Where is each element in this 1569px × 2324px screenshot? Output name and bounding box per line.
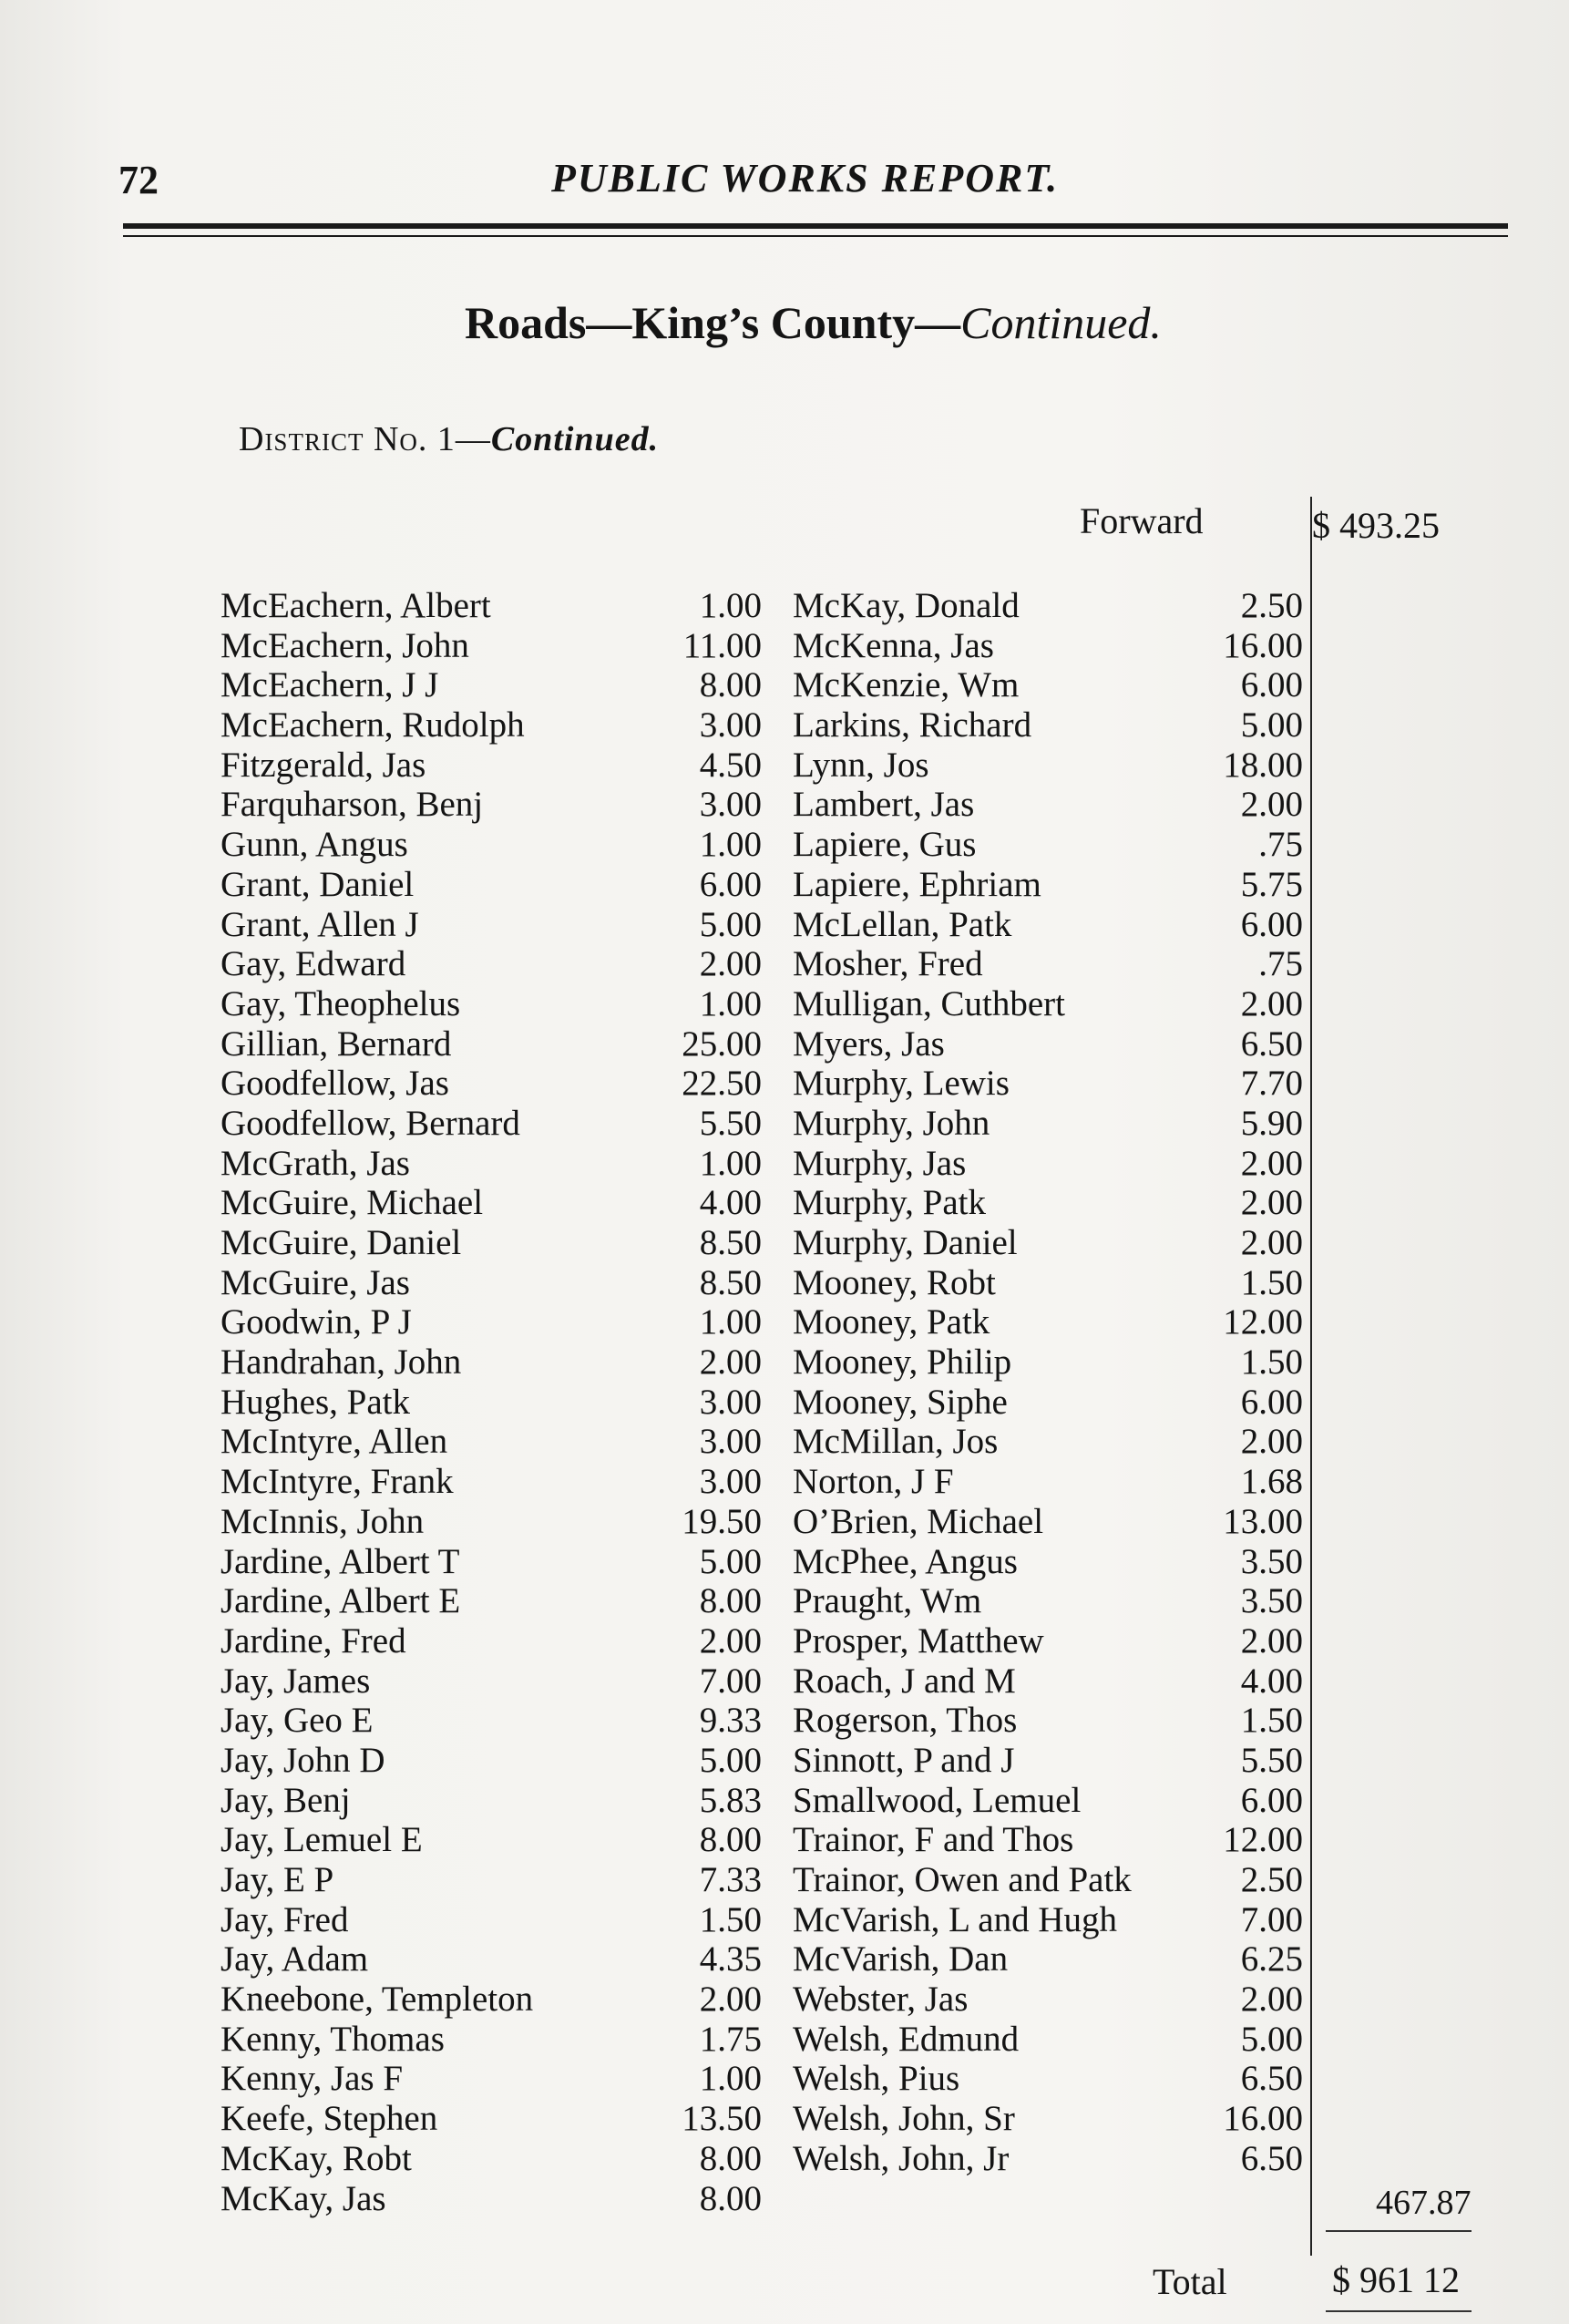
entry-amount: 3.00: [699, 1382, 762, 1422]
entry-amount: 1.00: [699, 586, 762, 625]
entry-amount: 1.50: [1240, 1701, 1303, 1741]
district-continued: Continued.: [490, 420, 660, 458]
entry-name: Trainor, F and Thos: [793, 1820, 1074, 1860]
entry-amount: 6.50: [1240, 1023, 1303, 1064]
entry-amount: 2.00: [1240, 983, 1303, 1023]
entry-name: Smallwood, Lemuel: [793, 1780, 1082, 1820]
entry-name: McIntyre, Frank: [220, 1462, 454, 1502]
entry-name: Gay, Theophelus: [220, 983, 461, 1023]
left-names-column: [220, 586, 640, 2218]
entry-amount: 8.00: [699, 2178, 762, 2218]
entry-amount: 6.00: [1240, 665, 1303, 705]
subtotal-rule: [1326, 2230, 1472, 2232]
entry-amount: 12.00: [1223, 1302, 1303, 1342]
entry-name: Lapiere, Gus: [793, 825, 977, 865]
entry-name: McGuire, Michael: [220, 1183, 484, 1223]
entry-name: McEachern, John: [220, 625, 469, 665]
entry-amount: 6.00: [699, 864, 762, 904]
entry-name: Lapiere, Ephriam: [793, 864, 1041, 904]
entry-name: McKay, Robt: [220, 2138, 412, 2178]
entry-name: Murphy, John: [793, 1103, 990, 1143]
entry-amount: 4.00: [1240, 1661, 1303, 1701]
entry-name: Myers, Jas: [793, 1023, 945, 1064]
entry-amount: 2.00: [699, 1620, 762, 1661]
entry-amount: 8.50: [699, 1223, 762, 1262]
entry-name: Jay, Fred: [220, 1899, 349, 1939]
header-rule-thick: [123, 223, 1508, 229]
entry-name: Mooney, Patk: [793, 1302, 990, 1342]
entry-amount: 5.90: [1240, 1103, 1303, 1143]
entry-name: Trainor, Owen and Patk: [793, 1860, 1132, 1899]
entry-amount: 8.00: [699, 2138, 762, 2178]
page-number: 72: [118, 158, 159, 202]
entry-name: Prosper, Matthew: [793, 1620, 1044, 1661]
entry-amount: 5.75: [1240, 864, 1303, 904]
entry-amount: 13.50: [682, 2099, 762, 2139]
entry-name: McKenzie, Wm: [793, 665, 1020, 705]
entry-amount: 13.00: [1223, 1501, 1303, 1541]
entry-name: Welsh, John, Jr: [793, 2138, 1010, 2178]
entry-amount: 8.00: [699, 1581, 762, 1621]
entry-amount: 2.00: [1240, 1143, 1303, 1183]
entry-name: McGuire, Daniel: [220, 1223, 462, 1262]
entry-amount: 2.00: [1240, 1183, 1303, 1223]
entry-name: O’Brien, Michael: [793, 1501, 1044, 1541]
entry-name: Jay, John D: [220, 1740, 385, 1780]
entry-name: Gunn, Angus: [220, 825, 408, 865]
entry-name: Welsh, Pius: [793, 2059, 960, 2099]
entry-amount: 22.50: [682, 1064, 762, 1104]
entry-name: Norton, J F: [793, 1462, 954, 1502]
entry-amount: 5.50: [1240, 1740, 1303, 1780]
entry-amount: 9.33: [699, 1701, 762, 1741]
entry-amount: 5.00: [699, 1541, 762, 1581]
entry-amount: 4.00: [699, 1183, 762, 1223]
entry-amount: 6.50: [1240, 2138, 1303, 2178]
entry-amount: 5.00: [1240, 705, 1303, 746]
entry-name: McKay, Jas: [220, 2178, 386, 2218]
total-amount: $ 961 12: [1332, 2259, 1460, 2300]
column-rule: [1310, 497, 1312, 2256]
entry-name: Kenny, Jas F: [220, 2059, 404, 2099]
entry-amount: 4.35: [699, 1939, 762, 1980]
entry-amount: 1.50: [1240, 1342, 1303, 1383]
entry-name: Gay, Edward: [220, 944, 406, 984]
entry-name: Jardine, Fred: [220, 1620, 406, 1661]
section-title-text: Roads—King’s County—: [465, 297, 961, 348]
entry-name: McMillan, Jos: [793, 1422, 999, 1462]
entry-name: McKay, Donald: [793, 586, 1020, 625]
entry-amount: 12.00: [1223, 1820, 1303, 1860]
entry-amount: 11.00: [682, 625, 762, 665]
entry-name: McEachern, Albert: [220, 586, 491, 625]
entry-amount: 18.00: [1223, 745, 1303, 785]
entry-amount: 3.00: [699, 1462, 762, 1502]
entry-amount: 7.33: [699, 1860, 762, 1899]
entry-name: Murphy, Lewis: [793, 1064, 1010, 1104]
entry-amount: 5.00: [1240, 2019, 1303, 2059]
entry-amount: 3.00: [699, 1422, 762, 1462]
entry-amount: 19.50: [682, 1501, 762, 1541]
entry-name: McVarish, Dan: [793, 1939, 1009, 1980]
entry-name: Webster, Jas: [793, 1980, 969, 2020]
entry-amount: 4.50: [699, 745, 762, 785]
entry-amount: 1.75: [699, 2019, 762, 2059]
entry-amount: 2.00: [1240, 785, 1303, 825]
entry-amount: 3.50: [1240, 1541, 1303, 1581]
entry-amount: 7.00: [699, 1661, 762, 1701]
entry-name: Jardine, Albert T: [220, 1541, 460, 1581]
entry-name: Jay, Benj: [220, 1780, 351, 1820]
entry-name: Murphy, Patk: [793, 1183, 986, 1223]
entry-name: Fitzgerald, Jas: [220, 745, 426, 785]
entry-name: Murphy, Daniel: [793, 1223, 1018, 1262]
entry-amount: 3.50: [1240, 1581, 1303, 1621]
entry-amount: 1.00: [699, 1143, 762, 1183]
entry-amount: 5.50: [699, 1103, 762, 1143]
entry-amount: 6.50: [1240, 2059, 1303, 2099]
entry-name: Welsh, John, Sr: [793, 2099, 1015, 2139]
forward-amount: $ 493.25: [1312, 505, 1440, 546]
entry-amount: 6.00: [1240, 1780, 1303, 1820]
entry-amount: 7.00: [1240, 1899, 1303, 1939]
entry-amount: .75: [1258, 825, 1303, 865]
entry-name: Jay, Adam: [220, 1939, 369, 1980]
entry-amount: 2.00: [1240, 1422, 1303, 1462]
entry-amount: 2.00: [1240, 1620, 1303, 1661]
entry-amount: 3.00: [699, 705, 762, 746]
entry-amount: 2.50: [1240, 1860, 1303, 1899]
entry-name: Hughes, Patk: [220, 1382, 410, 1422]
forward-label: Forward: [1080, 500, 1204, 541]
entry-amount: 3.00: [699, 785, 762, 825]
right-amounts-column: [1175, 586, 1303, 2179]
total-label: Total: [1153, 2261, 1227, 2302]
entry-name: Jay, E P: [220, 1860, 334, 1899]
entry-name: Mooney, Siphe: [793, 1382, 1008, 1422]
entry-name: Handrahan, John: [220, 1342, 462, 1383]
entry-name: McGrath, Jas: [220, 1143, 410, 1183]
entry-name: Murphy, Jas: [793, 1143, 967, 1183]
entry-amount: 6.00: [1240, 1382, 1303, 1422]
entry-name: Jay, Geo E: [220, 1701, 374, 1741]
entry-amount: 2.00: [1240, 1223, 1303, 1262]
entry-amount: 5.00: [699, 904, 762, 944]
entry-name: Keefe, Stephen: [220, 2099, 438, 2139]
entry-name: Jay, Lemuel E: [220, 1820, 423, 1860]
entry-name: McInnis, John: [220, 1501, 425, 1541]
entry-amount: 2.00: [699, 1980, 762, 2020]
entry-name: McIntyre, Allen: [220, 1422, 448, 1462]
entry-amount: 25.00: [682, 1023, 762, 1064]
entry-amount: 6.00: [1240, 904, 1303, 944]
section-title-continued: Continued.: [960, 297, 1162, 348]
entry-name: Grant, Allen J: [220, 904, 419, 944]
entry-amount: 1.50: [1240, 1262, 1303, 1302]
entry-name: Jardine, Albert E: [220, 1581, 461, 1621]
entry-amount: 6.25: [1240, 1939, 1303, 1980]
entry-amount: 2.00: [699, 944, 762, 984]
entry-amount: 2.00: [699, 1342, 762, 1383]
entry-name: Goodfellow, Bernard: [220, 1103, 520, 1143]
entry-name: Goodwin, P J: [220, 1302, 412, 1342]
entry-name: McGuire, Jas: [220, 1262, 410, 1302]
entry-name: Rogerson, Thos: [793, 1701, 1018, 1741]
entry-amount: 1.00: [699, 825, 762, 865]
entry-amount: 1.00: [699, 2059, 762, 2099]
entry-name: Kneebone, Templeton: [220, 1980, 534, 2020]
entry-name: McPhee, Angus: [793, 1541, 1018, 1581]
entry-amount: 2.50: [1240, 586, 1303, 625]
entry-name: Lambert, Jas: [793, 785, 975, 825]
entry-name: Larkins, Richard: [793, 705, 1032, 746]
entry-amount: 1.00: [699, 1302, 762, 1342]
entry-name: Welsh, Edmund: [793, 2019, 1020, 2059]
entry-amount: 16.00: [1223, 2099, 1303, 2139]
entry-amount: 8.00: [699, 1820, 762, 1860]
entry-name: Mooney, Robt: [793, 1262, 996, 1302]
entry-name: Sinnott, P and J: [793, 1740, 1015, 1780]
entry-name: Farquharson, Benj: [220, 785, 484, 825]
section-title: [465, 296, 1162, 349]
header-rule-thin: [123, 235, 1508, 237]
entry-name: McKenna, Jas: [793, 625, 994, 665]
entry-amount: 1.68: [1240, 1462, 1303, 1502]
entry-name: Gillian, Bernard: [220, 1023, 452, 1064]
total-rule: [1326, 2310, 1472, 2312]
entry-name: Roach, J and M: [793, 1661, 1016, 1701]
district-label: District No. 1—: [239, 420, 491, 458]
entry-amount: 7.70: [1240, 1064, 1303, 1104]
entry-amount: .75: [1258, 944, 1303, 984]
entry-name: Grant, Daniel: [220, 864, 415, 904]
entry-name: Praught, Wm: [793, 1581, 982, 1621]
district-heading: [239, 419, 659, 459]
entry-name: Mooney, Philip: [793, 1342, 1012, 1383]
subtotal-amount: 467.87: [1376, 2184, 1472, 2222]
entry-name: McEachern, Rudolph: [220, 705, 525, 746]
entry-amount: 1.00: [699, 983, 762, 1023]
entry-name: Goodfellow, Jas: [220, 1064, 449, 1104]
entry-name: McVarish, L and Hugh: [793, 1899, 1117, 1939]
entry-name: Mosher, Fred: [793, 944, 983, 984]
entry-amount: 5.83: [699, 1780, 762, 1820]
entry-amount: 5.00: [699, 1740, 762, 1780]
entry-name: Mulligan, Cuthbert: [793, 983, 1065, 1023]
entry-name: McLellan, Patk: [793, 904, 1012, 944]
entry-amount: 2.00: [1240, 1980, 1303, 2020]
running-title: PUBLIC WORKS REPORT.: [551, 156, 1060, 201]
entry-amount: 16.00: [1223, 625, 1303, 665]
left-amounts-column: [638, 586, 762, 2218]
entry-amount: 1.50: [699, 1899, 762, 1939]
entry-name: Jay, James: [220, 1661, 371, 1701]
entry-name: Kenny, Thomas: [220, 2019, 445, 2059]
entry-amount: 8.00: [699, 665, 762, 705]
entry-name: Lynn, Jos: [793, 745, 929, 785]
page-header: [118, 146, 1513, 219]
entry-amount: 8.50: [699, 1262, 762, 1302]
entry-name: McEachern, J J: [220, 665, 439, 705]
